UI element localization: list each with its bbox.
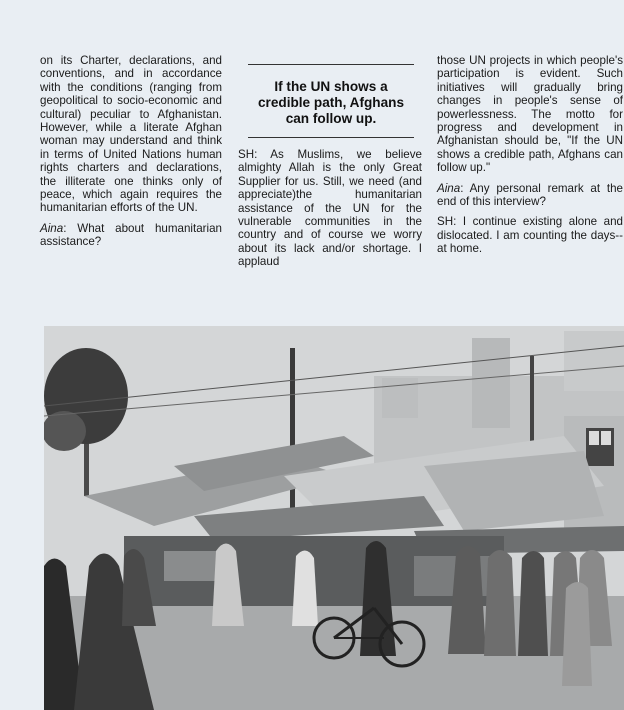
question-text: : What about humanitarian assistance?: [40, 221, 222, 249]
pull-quote: If the UN shows a credible path, Afghans can follow up.: [248, 64, 414, 138]
market-photo: [44, 326, 624, 710]
paragraph: SH: As Muslims, we believe almighty Allah is the only Great Supplier for us. Still, we need (and appreciate)the humanitarian assistance of the UN for the vulnerable communities in the country and of course we worry about its lack and/or shortage. I applaud: [238, 148, 422, 269]
paragraph: SH: I continue existing alone and dislocated. I am counting the days--at home.: [437, 215, 623, 256]
article-column-right: [437, 54, 623, 263]
paragraph: those UN projects in which people's participation is evident. Such initiatives will gradually bring changes in people's sense of powerlessness. The motto for progress and development in Afghanistan should be, "If the UN shows a credible path, Afghans can follow up.": [437, 54, 623, 175]
paragraph: [40, 222, 222, 249]
article-column-left: [40, 54, 222, 256]
speaker-label: Aina: [40, 221, 64, 235]
speaker-label: Aina: [437, 181, 461, 195]
question-text: : Any personal remark at the end of this interview?: [437, 181, 623, 209]
paragraph: on its Charter, declarations, and conventions, and in accordance with the conditions (ranging from geopolitical to socio-economic and cultural) peculiar to Afghanistan. However, while a literate Afghan woman may understand and think in terms of United Nations human rights charters and declarations, the illiterate one thinks only of peace, which again requires the humanitarian efforts of the UN.: [40, 54, 222, 215]
market-scene-illustration: [44, 326, 624, 710]
paragraph: [437, 182, 623, 209]
article-column-middle: [238, 148, 422, 276]
